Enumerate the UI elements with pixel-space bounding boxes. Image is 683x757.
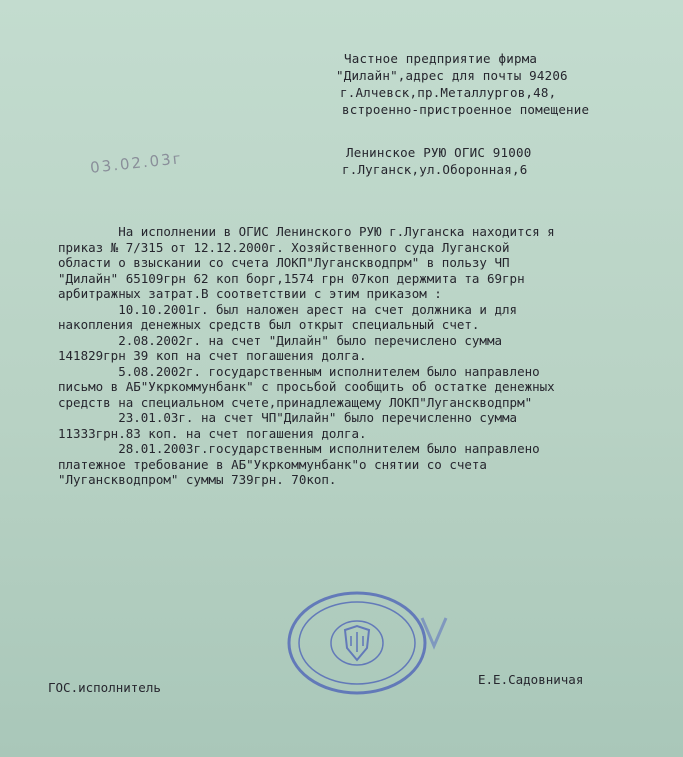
body-line: 141829грн 39 коп на счет погашения долга. [58,348,367,363]
small-stamp-mark [414,612,454,652]
body-line: накопления денежных средств был открыт специальный счет. [58,317,480,332]
handwritten-date: 03.02.03г [89,149,184,177]
body-line: 10.10.2001г. был наложен арест на счет должника и для [58,301,518,317]
sender-address [336,50,589,118]
body-line: письмо в АБ"Укркоммунбанк" с просьбой сообщить об остатке денежных [58,379,555,394]
sender-line: "Дилайн",адрес для почты 94206 [336,68,568,83]
body-line: На исполнении в ОГИС Ленинского РУЮ г.Луганска находится я [58,224,555,239]
sender-line: Частное предприятие фирма [344,51,538,66]
body-line: 28.01.2003г.государственным исполнителем было направлено [58,441,540,456]
letter-body [58,224,668,488]
sender-line: г.Алчевск,пр.Металлургов,48, [340,85,557,100]
body-line: "Дилайн" 65109грн 62 коп борг,1574 грн 07коп держмита та 69грн [58,270,525,286]
official-stamp [282,588,432,698]
recipient-line: г.Луганск,ул.Оборонная,6 [342,162,528,177]
body-line: приказ № 7/315 от 12.12.2000г. Хозяйственного суда Луганской [58,239,510,255]
recipient-address [342,144,531,178]
body-line: арбитражных затрат.В соответствии с этим приказом : [58,286,442,301]
body-line: 11333грн.83 коп. на счет погашения долга. [58,425,367,441]
body-line: 5.08.2002г. государственным исполнителем было направлено [58,363,540,379]
recipient-line: Ленинское РУЮ ОГИС 91000 [346,145,532,160]
signatory-name: Е.Е.Садовничая [478,672,584,687]
body-line: 2.08.2002г. на счет "Дилайн" было перечислено сумма [58,332,503,348]
signatory-title: ГОС.исполнитель [48,680,161,695]
body-line: области о взыскании со счета ЛОКП"Луганскводпрм" в пользу ЧП [58,255,510,270]
body-line: платежное требование в АБ"Укркоммунбанк"о снятии со счета [58,456,487,472]
body-line: "Луганскводпром" суммы 739грн. 70коп. [58,472,337,487]
body-line: средств на специальном счете,принадлежащему ЛОКП"Луганскводпрм" [58,394,533,410]
sender-line: встроенно-пристроенное помещение [342,102,590,117]
body-line: 23.01.03г. на счет ЧП"Дилайн" было перечисленно сумма [58,410,518,425]
